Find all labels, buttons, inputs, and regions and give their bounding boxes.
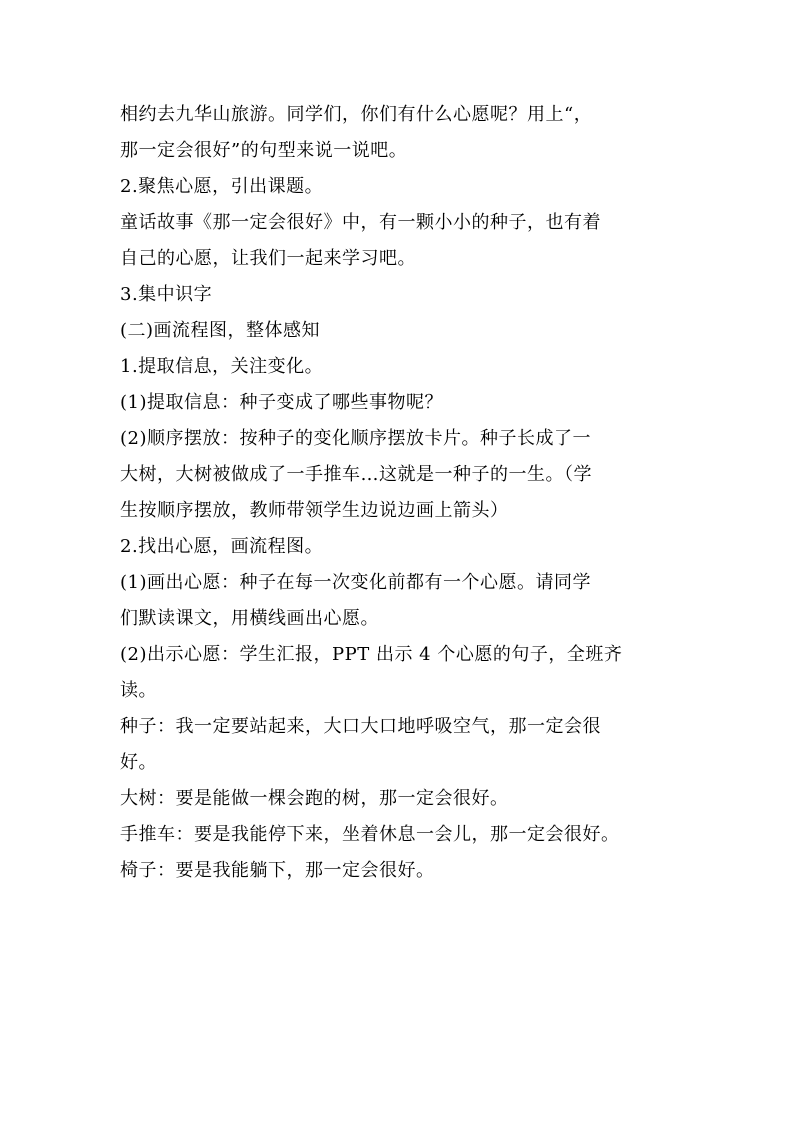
document-body [120,97,680,889]
text-line: 种子：我一定要站起来，大口大口地呼吸空气，那一定会很 [120,716,601,737]
text-line: 那一定会很好”的句型来说一说吧。 [120,140,408,161]
section-heading: (二)画流程图，整体感知 [120,320,321,341]
text-line: 们默读课文，用横线画出心愿。 [120,608,379,629]
text-line: 读。 [120,680,157,701]
text-line: 手推车：要是我能停下来，坐着休息一会儿，那一定会很好。 [120,824,620,845]
section-heading: 2.聚焦心愿，引出课题。 [120,176,324,197]
text-line: 自己的心愿，让我们一起来学习吧。 [120,248,416,269]
text-line: (2)出示心愿：学生汇报，PPT 出示 4 个心愿的句子，全班齐 [120,644,623,665]
text-line: 大树，大树被做成了一手推车…这就是一种子的一生。（学 [120,464,592,485]
text-line: (1)画出心愿：种子在每一次变化前都有一个心愿。请同学 [120,572,591,593]
text-line: 相约去九华山旅游。同学们，你们有什么心愿呢？用上“， [120,104,593,125]
text-line: 生按顺序摆放，教师带领学生边说边画上箭头） [120,500,509,521]
text-line: 椅子：要是我能躺下，那一定会很好。 [120,860,435,881]
text-line: (2)顺序摆放：按种子的变化顺序摆放卡片。种子长成了一 [120,428,591,449]
text-line: (1)提取信息：种子变成了哪些事物呢？ [120,392,443,413]
section-heading: 1.提取信息，关注变化。 [120,356,324,377]
section-heading: 2.找出心愿，画流程图。 [120,536,324,557]
text-line: 大树：要是能做一棵会跑的树，那一定会很好。 [120,788,509,809]
text-line: 好。 [120,752,157,773]
section-heading: 3.集中识字 [120,284,213,305]
text-line: 童话故事《那一定会很好》中，有一颗小小的种子，也有着 [120,212,601,233]
